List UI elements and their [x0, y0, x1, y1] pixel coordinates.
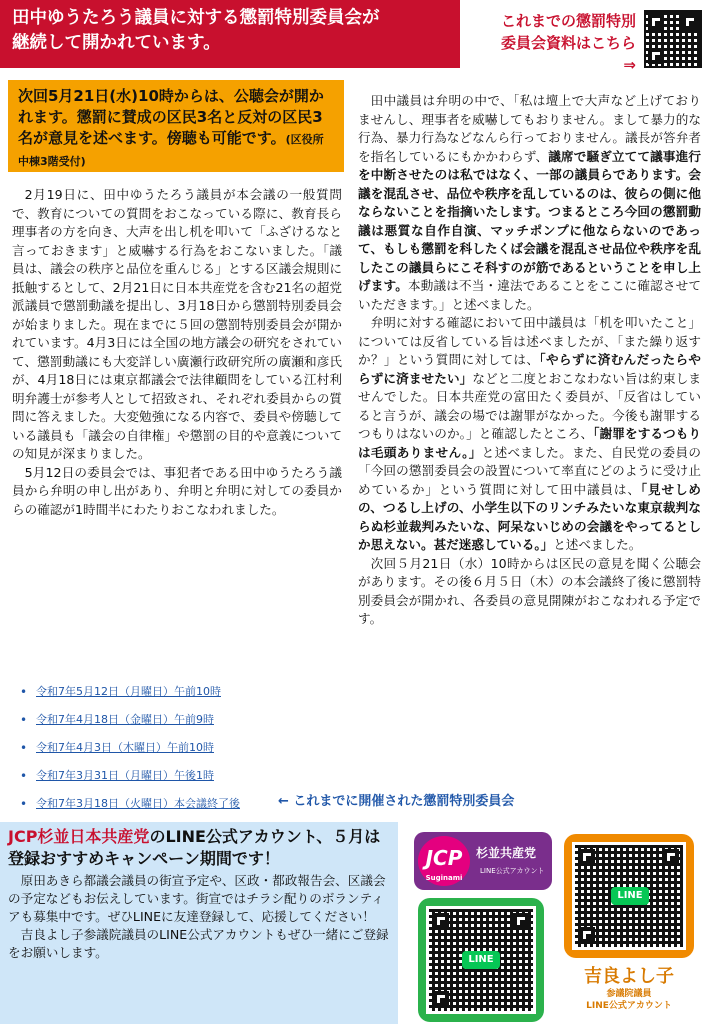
article-left-column: [12, 186, 342, 519]
meeting-link[interactable]: • 令和7年4月3日（木曜日）午前10時: [20, 740, 280, 768]
kira-line-label: LINE公式アカウント: [586, 1001, 672, 1011]
line-paragraph-1: 原田あきら都議会議員の街宣予定や、区政・都政報告会、区議会の予定などもお伝えしています。街宣ではチラシ配りのボランティアも募集中です。ぜひLINEに友達登録して、応援してください！: [8, 873, 386, 924]
arrow-right-icon: ⇒: [623, 56, 636, 74]
announcement-note: (区役所中棟3階受付): [18, 133, 324, 168]
line-title-red: JCP杉並日本共産党: [8, 827, 150, 846]
kira-sub: [566, 988, 692, 1012]
line-section-body: [8, 872, 390, 962]
right-paragraph-2: [358, 314, 701, 555]
confirm-text-e: と述べました。また、自民党の委員の「今回の懲罰委員会の設置について率直にどのように受け止めているか」という質問に対して田中議員は、: [358, 444, 701, 497]
hearing-announcement: [8, 80, 344, 172]
qr-code-past-materials[interactable]: [644, 10, 702, 68]
kira-line-qr-card: [564, 834, 694, 958]
past-materials-line1: これまでの懲罰特別: [500, 12, 636, 30]
speech-bold: 議席で騒ぎ立てて議事進行を中断させたのは私ではなく、一部の議員らであります。会議を混乱させ、品位や秩序を乱しているのは、彼らの側に他ならないことを指摘いたします。つまるところ今回の懲罰動議は悪質な自作自演、マッチポンプに他ならないのであって、もしも懲罰を科したくば会議を混乱させ品位や秩序を乱したこの議員らにこそ科すのが筋であるということを申し上げます。: [358, 148, 702, 293]
speech-text: 田中議員は弁明の中で、「私は壇上で大声など上げておりませんし、理事者を威嚇してもおりません。まして暴力的な行為、暴力行為などなんら行っておりません。議長が答弁者を指名しているにもかかわらず、: [358, 93, 701, 164]
headline-line1: 田中ゆうたろう議員に対する懲罰特別委員会が: [12, 8, 380, 28]
meeting-link[interactable]: • 令和7年3月31日（月曜日）午後1時: [20, 768, 280, 796]
headline-line2: 継続して開かれています。: [12, 33, 221, 53]
left-paragraph-2: 5月12日の委員会では、事犯者である田中ゆうたろう議員から弁明の申し出があり、弁明と弁明に対しての委員からの確認が1時間半にわたりおこなわれました。: [12, 464, 342, 517]
jcp-mark: [418, 836, 470, 886]
confirm-text-c: などと二度とおこなわない旨は約束しませんでした。日本共産党の富田たく委員が、「反省はしていると言うが、議会の場では謝罪がなかった。今後も謝罪するつもりはないのか。」と確認したところ、: [358, 370, 702, 441]
confirm-text-g: と述べました。: [553, 537, 642, 552]
article-right-column: [358, 92, 701, 629]
right-paragraph-1: [358, 92, 701, 314]
meeting-link[interactable]: • 令和7年3月18日（火曜日）本会議終了後: [20, 796, 280, 824]
line-account-section: [0, 822, 398, 1024]
kira-name: 吉良よし子: [584, 966, 674, 987]
jcp-mark-text: JCP: [425, 846, 463, 870]
past-materials-line2: 委員会資料はこちら: [500, 34, 636, 52]
jcp-line-qr-card: [418, 898, 544, 1022]
left-paragraph-1: 2月19日に、田中ゆうたろう議員が本会議の一般質問で、教育についての質問をおこなっている際に、教育長ら理事者の方を向き、大声を出し机を叩いて「ふざけるなと言っておきます」と威嚇する行為をおこないました。「議員は、議会の秩序と品位を重んじる」とする区議会規則に抵触するとして、2月21日に日本共産党を含む21名の超党派議員で懲罰動議を提出し、3月18日から懲罰特別委員会が始まりました。現在までに５回の懲罰特別委員会が開かれています。4月3日には全国の地方議会の研究をされていて、懲罰動議にも大変詳しい廣瀬行政研究所の廣瀬和彦氏が、4月18日には東京都議会で法律顧問をしている江村利明弁護士が参考人として招致され、それぞれ委員からの質問に答えました。大変勉強になる内容で、委員や傍聴している議員も「議会の自律権」や懲罰の目的や意義についての知見が深まりました。: [12, 187, 342, 461]
jcp-logo-sub: LINE公式アカウント: [480, 867, 545, 875]
meeting-link[interactable]: • 令和7年5月12日（月曜日）午前10時: [20, 684, 280, 712]
meetings-list: [20, 684, 280, 824]
meeting-link[interactable]: • 令和7年4月18日（金曜日）午前9時: [20, 712, 280, 740]
quote-bold-1: 「やらずに済むんだったらやらずに済ませたい」: [358, 352, 702, 386]
past-materials-link[interactable]: [466, 10, 636, 76]
quote-bold-2: 「謝罪をするつもりは毛頭ありません。」: [358, 426, 702, 460]
confirm-text-a: 弁明に対する確認において田中議員は「机を叩いたこと」については反省している旨は述べましたが、「また繰り返すか？」という質問に対しては、: [358, 315, 701, 367]
announcement-main: 次回5月21日(水)10時からは、公聴会が開かれます。懲罰に賛成の区民3名と反対の区民3名が意見を述べます。傍聴も可能です。: [18, 87, 324, 147]
meetings-caption: ← これまでに開催された懲罰特別委員会: [278, 794, 515, 809]
jcp-suginami-logo: [414, 832, 552, 890]
headline: [0, 0, 460, 68]
right-paragraph-3: 次回５月21日（水）10時からは区民の意見を聞く公聴会があります。その後６月５日（木）の本会議終了後に懲罰特別委員会が開かれ、各委員の意見開陳がおこなわれる予定です。: [358, 555, 701, 626]
line-paragraph-2: 吉良よし子参議院議員のLINE公式アカウントもぜひ一緒にご登録をお願いします。: [8, 927, 389, 960]
line-section-title: [8, 826, 390, 870]
line-logo-icon: LINE: [611, 887, 649, 905]
jcp-mark-sub: Suginami: [425, 874, 463, 882]
qr-code-kira-line[interactable]: [572, 842, 686, 950]
quote-bold-3: 「見せしめの、つるし上げの、小学生以下のリンチみたいな東京裁判ならぬ杉並裁判みたいな、阿呆ないじめの会議をやってるとしか思えない。甚だ迷惑している。」: [358, 481, 702, 552]
line-title-rest: のLINE公式アカウント、５月は登録おすすめキャンペーン期間です！: [8, 827, 381, 868]
line-logo-icon: LINE: [462, 951, 500, 969]
kira-title: 参議院議員: [606, 989, 652, 999]
speech-text-end: 本動議は不当・違法であることをここに確認させていただきます。」と述べました。: [358, 278, 701, 312]
jcp-logo-name: 杉並共産党: [476, 846, 537, 860]
qr-code-jcp-line[interactable]: [426, 906, 536, 1014]
